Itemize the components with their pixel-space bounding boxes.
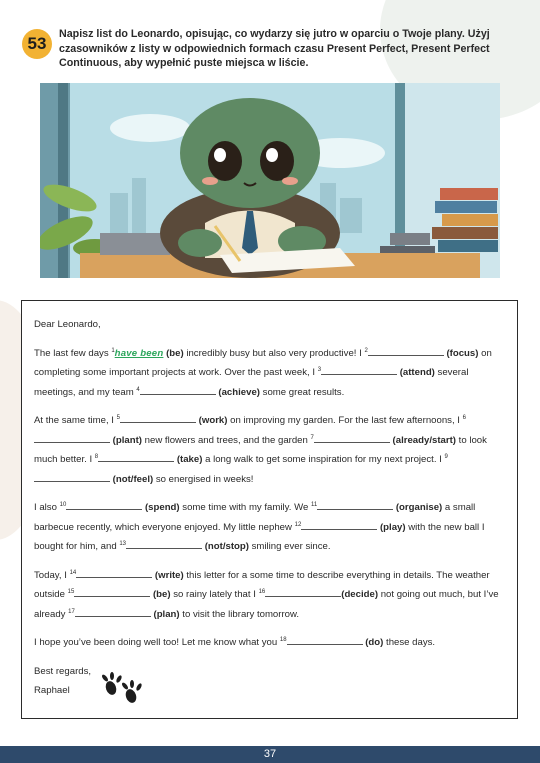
verb-hint: (be) <box>152 589 171 600</box>
paragraph-5 <box>34 633 505 653</box>
gap-9-blank[interactable] <box>34 470 110 482</box>
verb-hint: (work) <box>198 415 228 426</box>
gap-3-blank[interactable] <box>321 363 397 375</box>
gap-number: 3 <box>317 367 322 373</box>
paragraph-3 <box>34 498 505 557</box>
verb-hint: (be) <box>166 347 184 359</box>
turtle-footprints-icon <box>99 672 145 709</box>
gap-number: 12 <box>294 521 302 528</box>
gap-number: 18 <box>279 637 287 643</box>
gap-number: 7 <box>310 434 314 441</box>
gap-number: 14 <box>69 569 77 576</box>
gap-number: 13 <box>119 541 127 547</box>
page-footer <box>0 746 540 763</box>
gap-number: 17 <box>68 608 75 615</box>
gap-18-blank[interactable] <box>287 633 363 645</box>
text: several meetings, and my team <box>34 367 469 398</box>
gap-7-blank[interactable] <box>314 431 390 443</box>
letter-box <box>21 300 518 719</box>
gap-number: 2 <box>364 347 368 354</box>
verb-hint: (organise) <box>395 502 443 513</box>
text: some time with my family. We <box>182 502 309 513</box>
gap-17-blank[interactable] <box>75 605 151 617</box>
text: this letter for a some time to describe everything in details. The weather outside <box>34 569 490 600</box>
verb-hint: (achieve) <box>218 386 260 398</box>
verb-hint: (already/start) <box>392 434 456 446</box>
paragraph-4 <box>34 566 505 625</box>
verb-hint: (not/feel) <box>112 473 154 485</box>
verb-hint: (write) <box>154 569 184 581</box>
text: incredibly busy but also very productive! I <box>186 347 362 359</box>
text: The last few days <box>34 347 109 359</box>
gap-4-blank[interactable] <box>140 383 216 395</box>
text: so energised in weeks! <box>155 473 254 485</box>
gap-number: 5 <box>116 415 120 421</box>
gap-12-blank[interactable] <box>301 518 377 530</box>
exercise-number-badge <box>22 29 52 59</box>
gap-1-answer[interactable]: have been <box>114 347 164 359</box>
gap-2-blank[interactable] <box>368 344 444 356</box>
text: a long walk to get some inspiration for my next project. I <box>205 454 442 465</box>
text: smiling ever since. <box>251 541 331 552</box>
verb-hint: (do) <box>365 637 384 648</box>
verb-hint: (focus) <box>446 347 479 359</box>
verb-hint: (not/stop) <box>204 541 249 552</box>
gap-number: 8 <box>94 454 99 460</box>
text: these days. <box>386 637 436 648</box>
gap-13-blank[interactable] <box>126 537 202 549</box>
text: with the new ball I bought for him, and <box>34 521 485 552</box>
gap-15-blank[interactable] <box>74 585 150 597</box>
verb-hint: (spend) <box>144 502 180 513</box>
text: on improving my garden. For the last few afternoons, I <box>230 415 460 426</box>
verb-hint: (take) <box>176 454 203 465</box>
verb-hint: (play) <box>379 521 406 533</box>
text: not going out much, but I’ve already <box>34 589 499 620</box>
gap-number: 4 <box>136 386 140 393</box>
verb-hint: (plan) <box>153 608 180 620</box>
verb-hint: (plant) <box>112 434 142 446</box>
gap-16-blank[interactable] <box>265 585 341 597</box>
letter-closing: Best regards, <box>34 665 92 677</box>
gap-6-blank[interactable] <box>34 431 110 443</box>
turtle-writing-illustration <box>40 83 500 278</box>
text: At the same time, I <box>34 415 114 426</box>
text: to look much better. I <box>34 434 487 465</box>
gap-11-blank[interactable] <box>317 498 393 510</box>
text: Today, I <box>34 569 67 581</box>
text: a small barbecue recently, which everyone enjoyed. My little nephew <box>34 502 476 533</box>
letter-greeting: Dear Leonardo, <box>34 319 101 330</box>
text: to visit the library tomorrow. <box>182 608 300 620</box>
gap-10-blank[interactable] <box>66 498 142 510</box>
gap-number: 15 <box>67 589 75 595</box>
exercise-number: 53 <box>27 34 47 53</box>
text: new flowers and trees, and the garden <box>144 434 308 446</box>
text: so rainy lately that I <box>173 589 256 600</box>
text: I also <box>34 502 57 513</box>
page-number: 37 <box>263 748 277 760</box>
paragraph-2 <box>34 411 505 489</box>
text: I hope you’ve been doing well too! Let me know what you <box>34 637 278 648</box>
gap-number: 16 <box>258 589 266 595</box>
gap-number: 1 <box>111 347 115 354</box>
gap-5-blank[interactable] <box>120 411 196 423</box>
gap-14-blank[interactable] <box>76 566 152 578</box>
letter-signature: Raphael <box>34 685 70 696</box>
gap-number: 6 <box>462 415 466 421</box>
verb-hint: (decide) <box>341 589 379 600</box>
gap-number: 11 <box>310 502 318 508</box>
text: on completing some important projects at work. Over the past week, I <box>34 347 492 378</box>
gap-8-blank[interactable] <box>98 450 174 462</box>
gap-number: 10 <box>59 502 67 508</box>
text: some great results. <box>262 386 345 398</box>
gap-number: 9 <box>444 454 448 460</box>
paragraph-1 <box>34 344 505 403</box>
turtle-illustration-svg <box>40 83 500 278</box>
exercise-instruction: Napisz list do Leonardo, opisując, co wydarzy się jutro w oparciu o Twoje plany. Użyj czasowników z listy w odpowiednich formach czasu Present Perfect, Present Perfect Continuous, aby wypełnić puste miejsca w liście. <box>59 28 490 69</box>
verb-hint: (attend) <box>399 367 435 378</box>
